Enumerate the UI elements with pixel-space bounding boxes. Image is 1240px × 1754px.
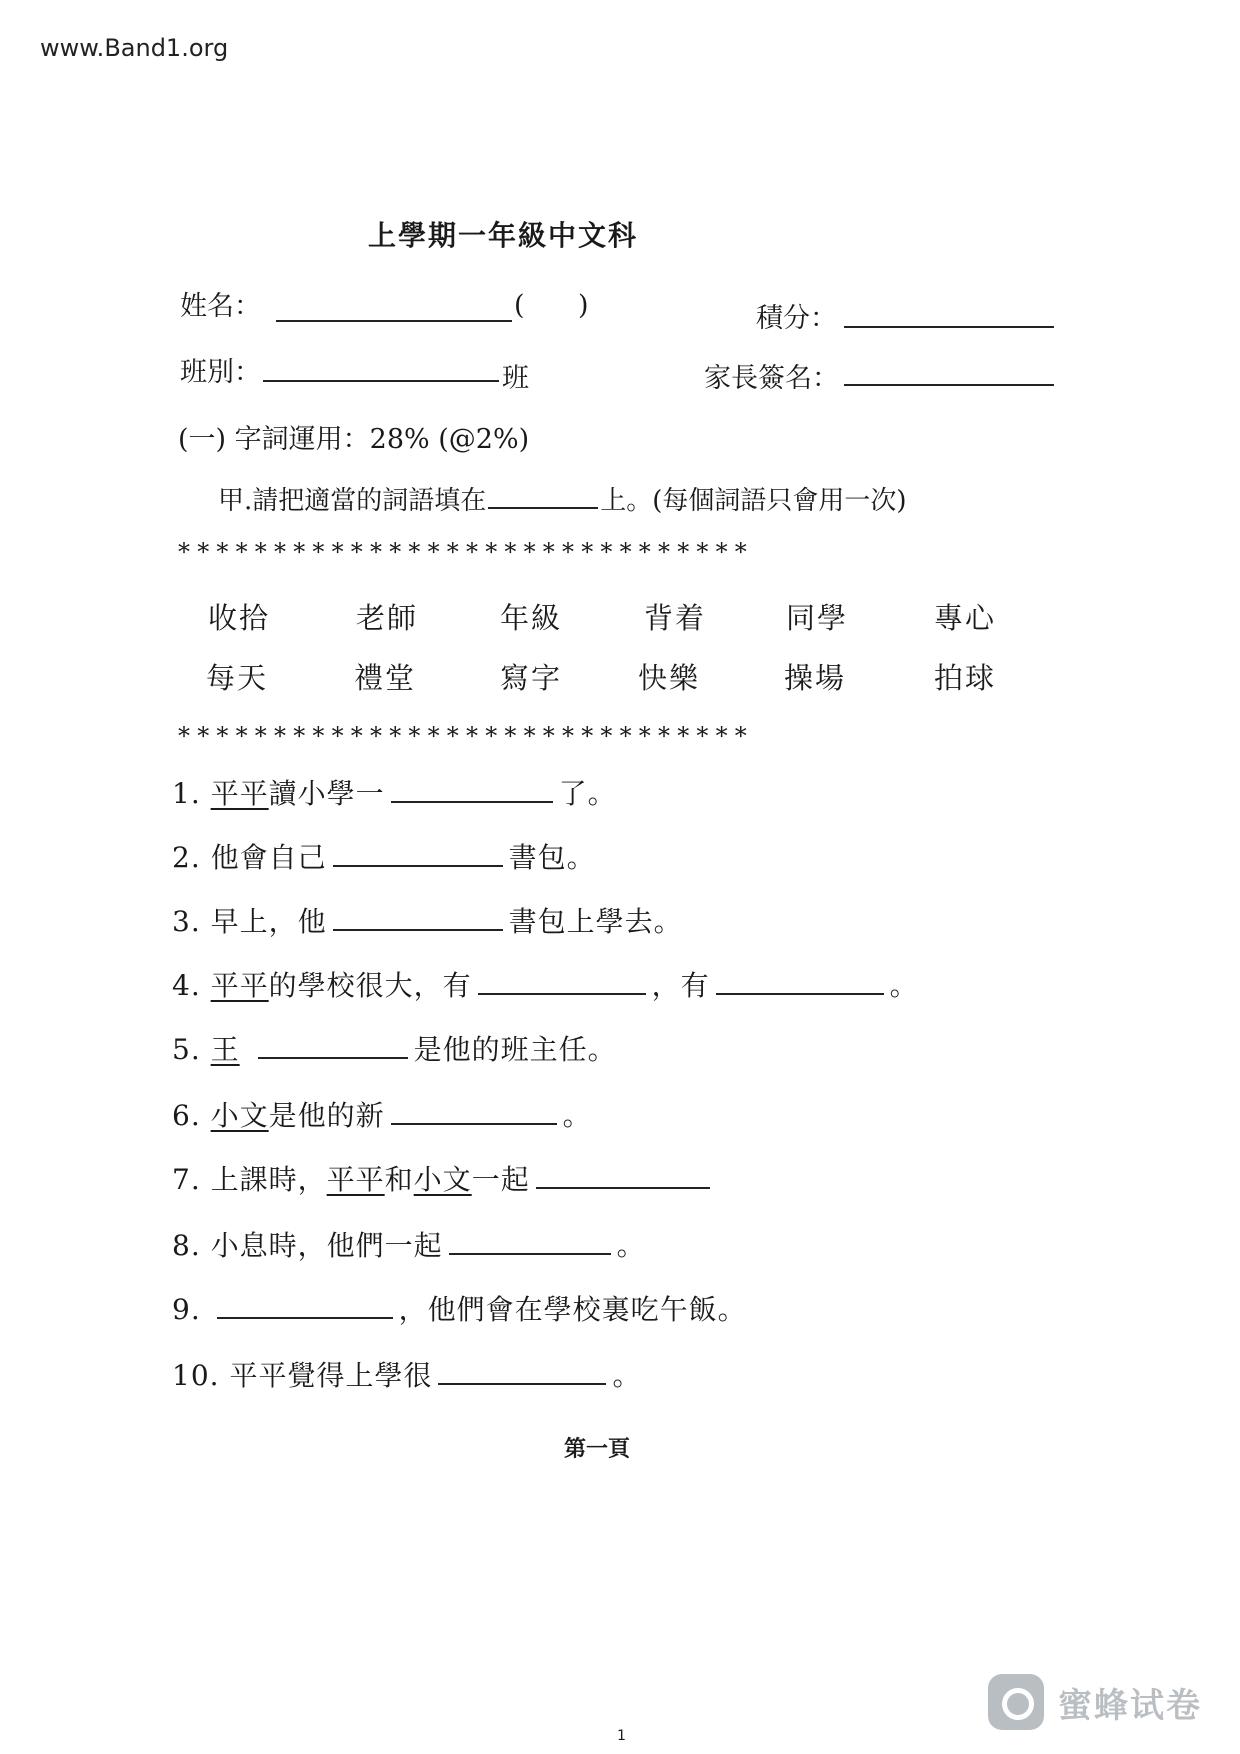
page-label: 第一頁 (564, 1436, 631, 1462)
word-bank-item: 每天 (206, 661, 269, 695)
answer-blank[interactable] (478, 971, 646, 995)
name-underlined: 王 (210, 1033, 240, 1066)
question-text: 上課時， (210, 1163, 327, 1196)
word-bank-item: 寫字 (500, 661, 563, 695)
instruction-blank-sample (488, 487, 598, 509)
question-9 (172, 1288, 747, 1328)
question-7 (172, 1158, 716, 1198)
question-1 (172, 772, 617, 812)
question-text: 平平覺得上學很 (229, 1359, 433, 1392)
word-bank-item: 專心 (934, 601, 997, 635)
question-text: 書包。 (508, 841, 596, 874)
question-number: 5. (172, 1033, 201, 1066)
question-text: ，有 (651, 969, 710, 1002)
question-text: 的學校很大，有 (268, 969, 472, 1002)
word-bank-item: 年級 (500, 601, 563, 635)
name-underlined: 平平 (326, 1163, 385, 1196)
parent-sign-blank[interactable] (844, 384, 1054, 386)
question-text: 一起 (471, 1163, 530, 1196)
question-text: 是他的班主任。 (413, 1033, 617, 1066)
answer-blank[interactable] (391, 779, 553, 803)
question-text: 是他的新 (268, 1099, 385, 1132)
question-text: 。 (616, 1229, 646, 1262)
question-text: 了。 (558, 777, 617, 810)
question-number: 3. (172, 905, 201, 938)
watermark (988, 1674, 1202, 1730)
question-text: 和 (384, 1163, 414, 1196)
paren-open: ( (514, 290, 525, 321)
question-text: 書包上學去。 (508, 905, 683, 938)
question-number: 9. (172, 1293, 201, 1326)
name-label: 姓名： (180, 291, 261, 322)
word-bank-item: 老師 (356, 601, 419, 635)
question-4 (172, 964, 919, 1004)
name-blank[interactable] (276, 320, 512, 322)
question-6 (172, 1094, 592, 1134)
answer-blank[interactable] (391, 1101, 557, 1125)
site-url[interactable]: www.Band1.org (40, 34, 229, 62)
word-bank-item: 收拾 (208, 601, 271, 635)
parent-sign-label: 家長簽名： (704, 363, 839, 394)
word-bank-item: 拍球 (934, 661, 997, 695)
answer-blank[interactable] (333, 907, 503, 931)
class-suffix: 班 (502, 363, 529, 394)
word-bank-item: 背着 (644, 601, 707, 635)
answer-blank[interactable] (258, 1035, 408, 1059)
watermark-text: 蜜蜂试卷 (1058, 1685, 1202, 1726)
question-number: 10. (172, 1359, 220, 1392)
question-10 (172, 1354, 641, 1394)
name-underlined: 小文 (413, 1163, 472, 1196)
question-2 (172, 836, 596, 876)
word-bank-item: 快樂 (638, 661, 701, 695)
word-bank-item: 操場 (784, 661, 847, 695)
class-label: 班別： (180, 357, 261, 388)
paren-close: ) (578, 290, 589, 321)
question-text: 。 (889, 969, 919, 1002)
instruction (218, 480, 907, 517)
answer-blank[interactable] (217, 1295, 393, 1319)
question-number: 2. (172, 841, 201, 874)
answer-blank[interactable] (536, 1165, 710, 1189)
question-number: 6. (172, 1099, 201, 1132)
name-underlined: 小文 (210, 1099, 269, 1132)
question-number: 8. (172, 1229, 201, 1262)
question-text: 讀小學一 (268, 777, 385, 810)
answer-blank[interactable] (716, 971, 884, 995)
answer-blank[interactable] (449, 1231, 611, 1255)
question-5 (172, 1028, 617, 1068)
question-text: 。 (562, 1099, 592, 1132)
instruction-suffix: 上。(每個詞語只會用一次) (600, 486, 907, 516)
name-underlined: 平平 (210, 777, 269, 810)
question-text: 小息時，他們一起 (210, 1229, 443, 1262)
section-heading: (一) 字詞運用：28% (@2%) (178, 424, 530, 455)
score-label: 積分： (756, 303, 837, 334)
score-blank[interactable] (844, 326, 1054, 328)
word-bank-item: 同學 (786, 601, 849, 635)
bee-logo-icon (988, 1674, 1044, 1730)
page-title: 上學期一年級中文科 (368, 219, 639, 252)
question-8 (172, 1224, 646, 1264)
class-blank[interactable] (263, 380, 499, 382)
name-underlined: 平平 (210, 969, 269, 1002)
question-text: 早上，他 (210, 905, 327, 938)
instruction-prefix: 甲.請把適當的詞語填在 (218, 486, 487, 516)
star-divider-bottom: ****************************** (178, 722, 754, 750)
question-3 (172, 900, 683, 940)
question-text: 。 (612, 1359, 642, 1392)
question-number: 1. (172, 777, 201, 810)
question-text: ，他們會在學校裏吃午飯。 (398, 1293, 747, 1326)
question-text: 他會自己 (210, 841, 327, 874)
page-number: 1 (617, 1728, 626, 1744)
question-number: 4. (172, 969, 201, 1002)
question-number: 7. (172, 1163, 201, 1196)
star-divider-top: ****************************** (178, 538, 754, 566)
answer-blank[interactable] (333, 843, 503, 867)
word-bank-item: 禮堂 (354, 661, 417, 695)
answer-blank[interactable] (438, 1361, 606, 1385)
